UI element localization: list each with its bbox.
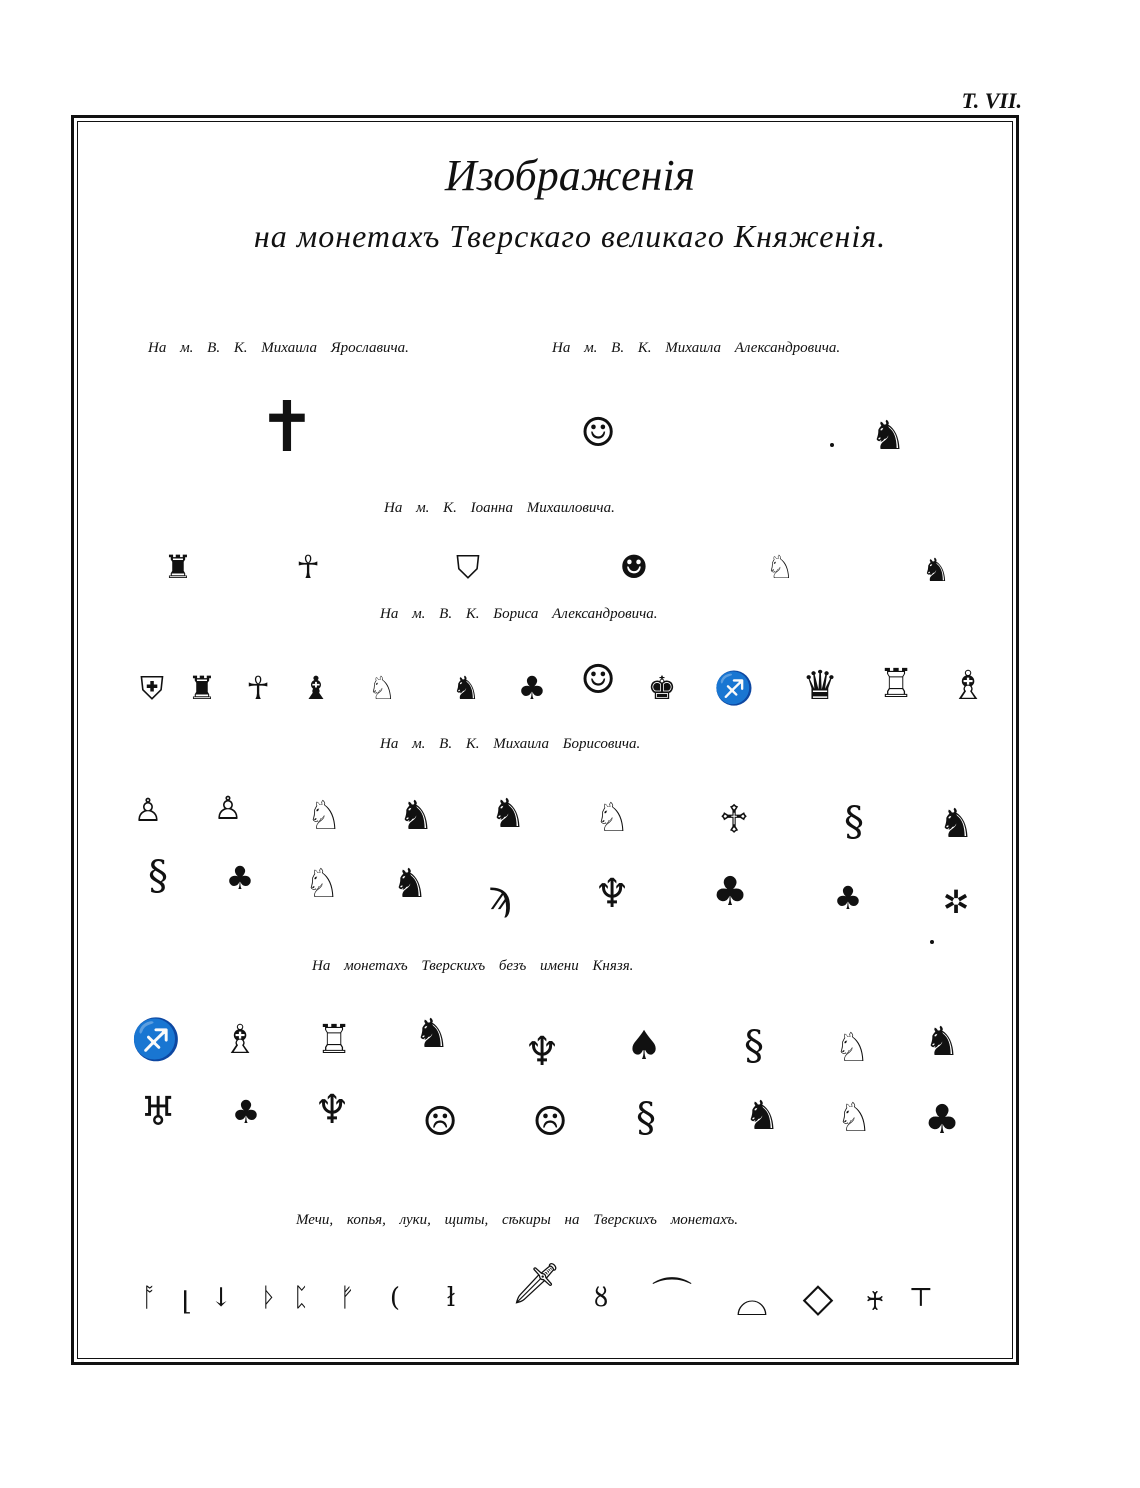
caption-ioann-mikhailovich: На м. К. Іоанна Михаиловича. [384, 500, 615, 516]
saint-with-plant-icon: ✝ [257, 386, 317, 468]
dragon-icon: § [636, 1095, 656, 1141]
mask-icon: ☹ [422, 1099, 458, 1145]
cross-icon: ♰ [865, 1287, 885, 1317]
two-beasts-icon: ♞ [490, 791, 526, 837]
horseman-icon: ♞ [398, 793, 434, 839]
dragon-icon: § [148, 853, 168, 899]
two-beasts-icon: ♞ [451, 669, 481, 707]
caption-mikhail-yaroslavich: На м. В. К. Михаила Ярославича. [148, 340, 409, 356]
swan-icon: ♘ [836, 1095, 872, 1141]
eagle-icon: ♆ [314, 1087, 350, 1133]
plate-subtitle: на монетахъ Тверскаго великаго Княженія. [253, 218, 887, 254]
beast-icon: ♘ [594, 795, 630, 841]
bird-icon: ♆ [594, 871, 630, 917]
spear-icon: ᚠ [339, 1283, 355, 1313]
shield-face-icon: ⛉ [455, 548, 480, 586]
beast-icon: ♞ [921, 551, 951, 589]
warrior-spear-icon: ♝ [301, 669, 331, 707]
beast-icon: ♞ [414, 1011, 450, 1057]
bird-icon: ♣ [517, 669, 547, 707]
bow-icon: ⌒ [652, 1275, 692, 1321]
shield-icon: ◇ [802, 1275, 834, 1321]
shield-icon: ȣ [593, 1283, 609, 1313]
caption-mikhail-aleksandrovich: На м. В. К. Михаила Александровича. [552, 340, 841, 356]
bird-icon: ♣ [833, 879, 863, 917]
bird-icon: ♆ [524, 1029, 560, 1075]
figure-sword-icon: ♗ [222, 1017, 258, 1063]
beast-icon: ♞ [392, 861, 428, 907]
warrior-icon: ♜ [163, 548, 193, 586]
bird-icon: ♣ [924, 1097, 960, 1143]
mask-icon: ☹ [532, 1099, 568, 1145]
heron-icon: ϡ [488, 873, 512, 919]
bird-icon: ♣ [225, 859, 255, 897]
beast-icon: ♞ [924, 1019, 960, 1065]
griffin-icon: ♞ [938, 801, 974, 847]
shield-icon: ⌓ [736, 1279, 768, 1325]
figure-tablet-icon: ♗ [950, 663, 986, 709]
figure-with-face-icon: ☺ [580, 410, 616, 456]
double-eagle-icon: ♅ [140, 1089, 176, 1135]
griffin-icon: ♘ [834, 1025, 870, 1071]
griffin-icon: ♘ [304, 861, 340, 907]
spear-icon: ᚦ [261, 1283, 277, 1313]
griffin-icon: ♘ [765, 548, 795, 586]
axe-icon: ⌊ [181, 1287, 193, 1317]
archer-icon: ♐ [714, 669, 754, 707]
figure-icon: ♙ [133, 791, 163, 829]
cock-icon: ♠ [626, 1023, 662, 1069]
eagle-icon: ♣ [712, 869, 748, 915]
two-figures-icon: ☺ [580, 657, 616, 703]
griffin-icon: ♞ [744, 1093, 780, 1139]
smith-icon: ♖ [316, 1017, 352, 1063]
figure-arms-icon: ☥ [296, 548, 320, 586]
dragon-icon: § [844, 799, 864, 845]
plate-title: Изображенія [444, 151, 696, 200]
plate-number: Т. VII. [961, 88, 1022, 113]
caption-no-prince: На монетахъ Тверскихъ безъ имени Князя. [312, 958, 634, 974]
horse-icon: ♞ [870, 413, 906, 459]
caption-mikhail-borisovich: На м. В. К. Михаила Борисовича. [380, 736, 641, 752]
axe-icon: ᛈ [293, 1283, 309, 1313]
figure-arms-icon: ☥ [246, 669, 270, 707]
horseman-icon: ♘ [306, 793, 342, 839]
bird-icon: ♣ [231, 1093, 261, 1131]
axe-icon: ᚩ [141, 1283, 157, 1313]
figure-beast-icon: ♚ [647, 669, 677, 707]
warrior-shield-icon: ⛨ [139, 669, 164, 707]
star-icon: ✲ [942, 883, 970, 921]
seated-figure-icon: ♖ [878, 661, 914, 707]
caption-weapons: Мечи, копья, луки, щиты, сѣкиры на Тверскихъ монетахъ. [296, 1212, 739, 1228]
dot-mark [830, 443, 834, 447]
sword-icon: 🗡 [510, 1261, 562, 1307]
sword-icon: ł [446, 1283, 456, 1313]
dragon-icon: § [744, 1023, 764, 1069]
warrior-icon: ♜ [187, 669, 217, 707]
horseman-icon: ♘ [367, 669, 397, 707]
archer-icon: ♐ [131, 1017, 181, 1063]
cross-icon: ⊤ [908, 1283, 934, 1313]
head-icon: ☻ [619, 548, 649, 586]
beast-cross-icon: ♱ [718, 797, 750, 843]
figure-icon: ♙ [213, 789, 243, 827]
spear-icon: ↓ [210, 1283, 232, 1313]
caption-boris-aleksandrovich: На м. В. К. Бориса Александровича. [380, 606, 658, 622]
dot-mark [930, 940, 934, 944]
bow-icon: ( [389, 1283, 401, 1313]
three-figures-icon: ♛ [802, 663, 838, 709]
